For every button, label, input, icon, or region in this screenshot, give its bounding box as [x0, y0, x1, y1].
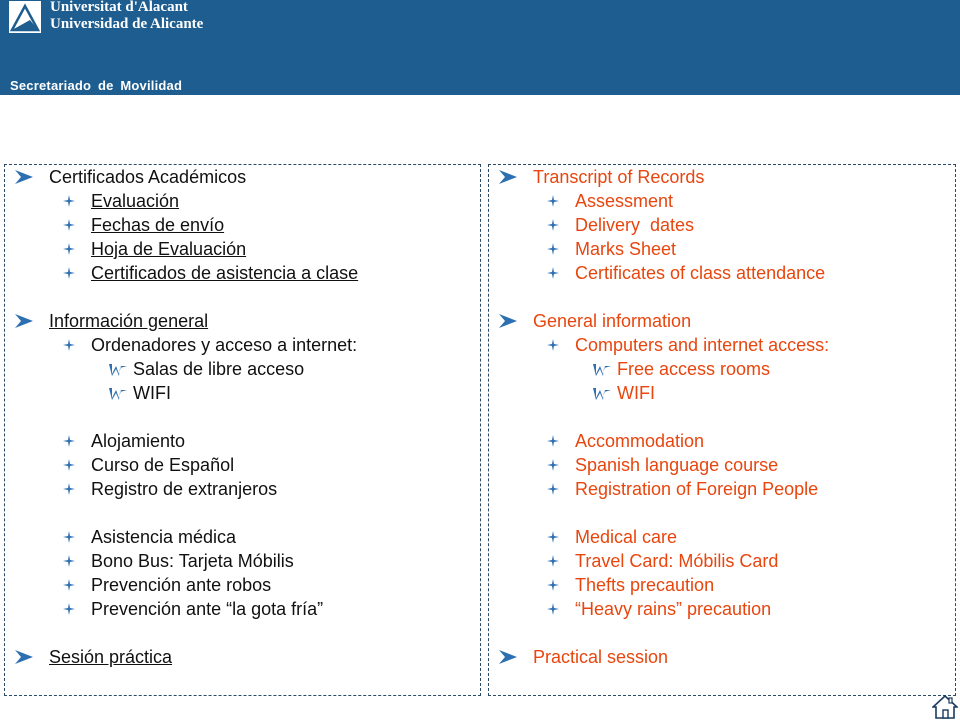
- cross-bullet-icon: [547, 459, 559, 471]
- arrow-bullet-icon: [499, 170, 517, 184]
- list-item-link[interactable]: Certificados de asistencia a clase: [91, 261, 358, 285]
- lightning-bullet-icon: [109, 362, 127, 376]
- list-item: Spanish language course: [575, 453, 778, 477]
- cross-bullet-icon: [547, 483, 559, 495]
- list-item: Practical session: [533, 645, 668, 669]
- list-item: Asistencia médica: [91, 525, 236, 549]
- lightning-bullet-icon: [109, 386, 127, 400]
- list-item: Free access rooms: [617, 357, 770, 381]
- list-item: Prevención ante “la gota fría”: [91, 597, 323, 621]
- list-item: Curso de Español: [91, 453, 234, 477]
- list-item: Salas de libre acceso: [133, 357, 304, 381]
- cross-bullet-icon: [63, 483, 75, 495]
- list-item: General information: [533, 309, 691, 333]
- list-item: Alojamiento: [91, 429, 185, 453]
- list-item: Medical care: [575, 525, 677, 549]
- cross-bullet-icon: [63, 219, 75, 231]
- department-name: Secretariado de Movilidad: [10, 78, 183, 93]
- university-name-valencian: Universitat d'Alacant: [50, 0, 188, 15]
- list-item: Prevención ante robos: [91, 573, 271, 597]
- list-item: Computers and internet access:: [575, 333, 829, 357]
- list-item: Delivery dates: [575, 213, 694, 237]
- home-icon[interactable]: [932, 695, 958, 719]
- list-item-link[interactable]: Información general: [49, 309, 208, 333]
- cross-bullet-icon: [63, 243, 75, 255]
- list-item: Certificados Académicos: [49, 165, 246, 189]
- list-item-link[interactable]: Sesión práctica: [49, 645, 172, 669]
- arrow-bullet-icon: [15, 170, 33, 184]
- cross-bullet-icon: [547, 555, 559, 567]
- cross-bullet-icon: [547, 435, 559, 447]
- cross-bullet-icon: [547, 339, 559, 351]
- cross-bullet-icon: [63, 459, 75, 471]
- cross-bullet-icon: [63, 267, 75, 279]
- arrow-bullet-icon: [499, 314, 517, 328]
- list-item: Registro de extranjeros: [91, 477, 277, 501]
- cross-bullet-icon: [63, 435, 75, 447]
- english-menu-panel: [488, 164, 956, 696]
- list-item: Registration of Foreign People: [575, 477, 818, 501]
- cross-bullet-icon: [547, 603, 559, 615]
- list-item: Certificates of class attendance: [575, 261, 825, 285]
- list-item: WIFI: [617, 381, 655, 405]
- list-item-link[interactable]: Hoja de Evaluación: [91, 237, 246, 261]
- list-item: Bono Bus: Tarjeta Móbilis: [91, 549, 294, 573]
- cross-bullet-icon: [547, 267, 559, 279]
- cross-bullet-icon: [547, 243, 559, 255]
- list-item: Travel Card: Móbilis Card: [575, 549, 778, 573]
- list-item: “Heavy rains” precaution: [575, 597, 771, 621]
- cross-bullet-icon: [547, 579, 559, 591]
- cross-bullet-icon: [547, 531, 559, 543]
- cross-bullet-icon: [547, 219, 559, 231]
- cross-bullet-icon: [547, 195, 559, 207]
- header-banner: [0, 0, 960, 95]
- arrow-bullet-icon: [15, 650, 33, 664]
- lightning-bullet-icon: [593, 386, 611, 400]
- cross-bullet-icon: [63, 603, 75, 615]
- list-item-link[interactable]: Fechas de envío: [91, 213, 224, 237]
- list-item-link[interactable]: Evaluación: [91, 189, 179, 213]
- spanish-menu-panel: [4, 164, 481, 696]
- list-item: Accommodation: [575, 429, 704, 453]
- cross-bullet-icon: [63, 531, 75, 543]
- list-item: WIFI: [133, 381, 171, 405]
- university-name-spanish: Universidad de Alicante: [50, 16, 204, 32]
- arrow-bullet-icon: [15, 314, 33, 328]
- list-item: Assessment: [575, 189, 673, 213]
- cross-bullet-icon: [63, 339, 75, 351]
- list-item: Ordenadores y acceso a internet:: [91, 333, 357, 357]
- arrow-bullet-icon: [499, 650, 517, 664]
- list-item: Marks Sheet: [575, 237, 676, 261]
- lightning-bullet-icon: [593, 362, 611, 376]
- university-logo-icon: [8, 0, 42, 34]
- list-item: Transcript of Records: [533, 165, 704, 189]
- cross-bullet-icon: [63, 579, 75, 591]
- cross-bullet-icon: [63, 195, 75, 207]
- cross-bullet-icon: [63, 555, 75, 567]
- list-item: Thefts precaution: [575, 573, 714, 597]
